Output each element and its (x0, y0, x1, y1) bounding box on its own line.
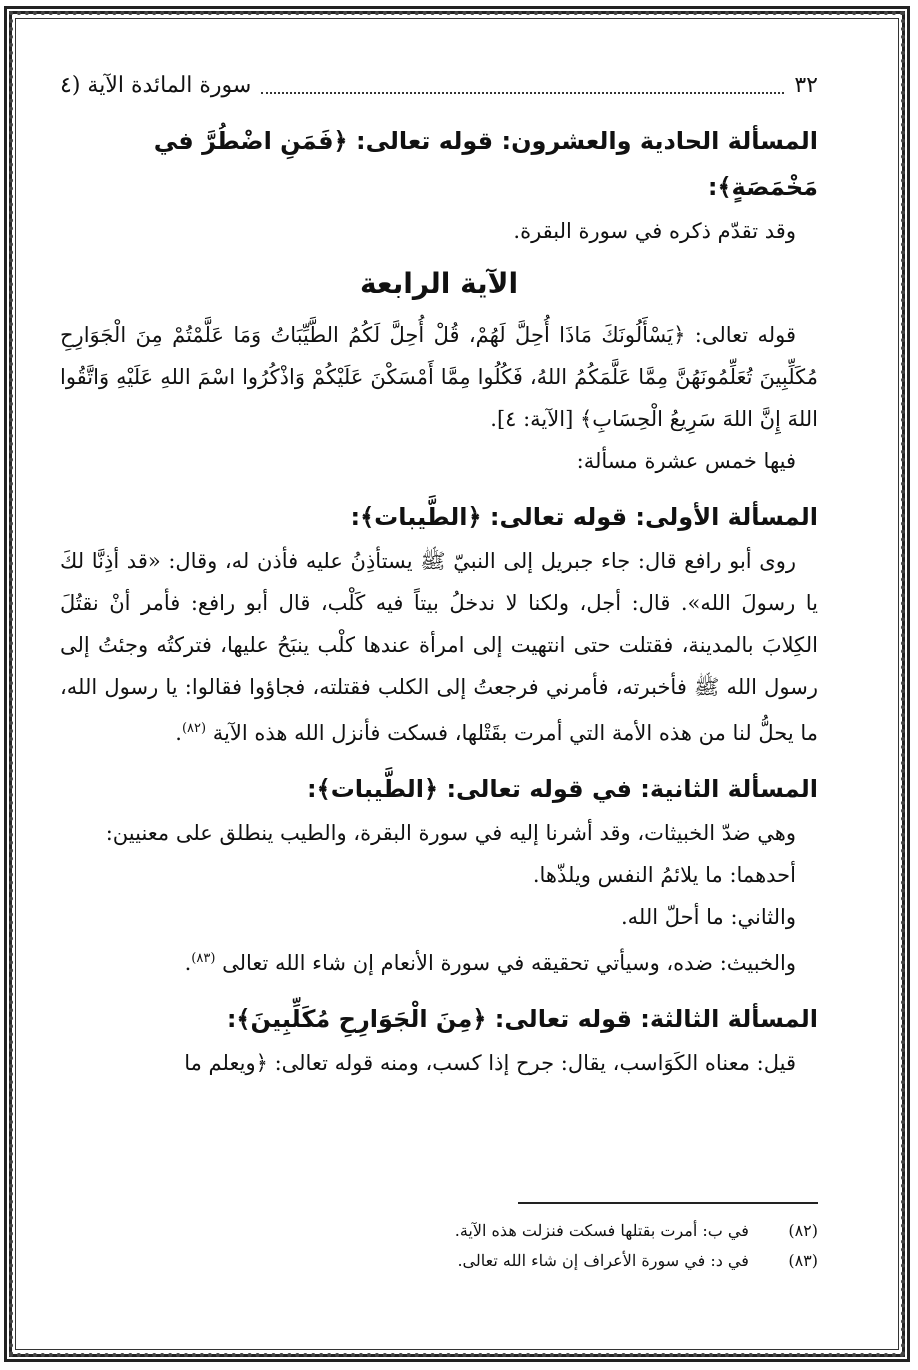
question-2-line-4-body: والخبيث: ضده، وسيأتي تحقيقه في سورة الأنعام إن شاء الله تعالى (222, 951, 796, 975)
question-3-title: المسألة الثالثة: قوله تعالى: ﴿مِنَ الْجَوَارِحِ مُكَلِّبِينَ﴾: (226, 1005, 818, 1033)
question-1-text (60, 540, 818, 754)
footnote-ref-82[interactable]: (٨٢) (181, 721, 207, 736)
question-2-end: . (184, 951, 192, 975)
question-2-line-3: والثاني: ما أحلّ الله. (620, 905, 796, 929)
question-2-line-2: أحدهما: ما يلائمُ النفس ويلذّها. (532, 863, 796, 887)
running-header (60, 66, 818, 106)
question-21-title: المسألة الحادية والعشرون: قوله تعالى: ﴿فَمَنِ اضْطُرَّ في مَخْمَصَةٍ﴾: (153, 127, 818, 201)
question-21-text: وقد تقدّم ذكره في سورة البقرة. (513, 219, 796, 243)
footnote-text: في د: في سورة الأعراف إن شاء الله تعالى. (457, 1251, 749, 1270)
section-title: الآية الرابعة (359, 267, 519, 300)
question-1-body: روى أبو رافع قال: جاء جبريل إلى النبيّ ﷺ يستأذِنُ عليه فأذن له، وقال: «قد أذِنَّا لكَ يا رسولَ الله». قال: أجل، ولكنا لا ندخلُ بيتاً فيه كَلْب، قال أبو رافع: فأمر أنْ نقتُلَ الكِلابَ بالمدينة، فقتلت حتى انتهيت إلى امرأة عندها كلْب ينبَحُ عليها، فتركتُه وجئتُ إلى رسول الله ﷺ فأخبرته، فأمرني فرجعتُ إلى الكلب فقتلته، فجاؤوا فقالوا: يا رسول الله، ما يحلُّ لنا من هذه الأمة التي أمرت بقَتْلها، فسكت فأنزل الله هذه الآية (60, 549, 818, 745)
footnote-ref-83[interactable]: (٨٣) (191, 951, 216, 966)
verse-text: قوله تعالى: ﴿يَسْأَلُونَكَ مَاذَا أُحِلَّ لَهُمْ، قُلْ أُحِلَّ لَكُمُ الطَّيِّبَاتُ وَمَا عَلَّمْتُمْ مِنَ الْجَوَارِحِ مُكَلِّبِينَ تُعَلِّمُونَهُنَّ مِمَّا عَلَّمَكُمُ اللهُ، فَكُلُوا مِمَّا أَمْسَكْنَ عَلَيْكُمْ وَاذْكُرُوا اسْمَ اللهِ عَلَيْهِ وَاتَّقُوا اللهَ إِنَّ اللهَ سَرِيعُ الْحِسَابِ﴾ [الآية: ٤]. (60, 323, 818, 431)
question-2-line-1: وهي ضدّ الخبيثات، وقد أشرنا إليه في سورة البقرة، والطيب ينطلق على معنيين: (105, 821, 796, 845)
question-1-end: . (175, 721, 182, 745)
footnote-number: (٨٢) (788, 1221, 818, 1240)
footnote-number: (٨٣) (788, 1251, 818, 1270)
footnotes (60, 1216, 818, 1276)
page-number: ٣٢ (794, 73, 818, 98)
question-2-line-4 (60, 938, 818, 984)
page-content (60, 66, 818, 1306)
header-leader-dots (261, 78, 784, 94)
footnote-item (60, 1246, 818, 1276)
footnote-item (60, 1216, 818, 1246)
footnote-text: في ب: أمرت بقتلها فسكت فنزلت هذه الآية. (454, 1221, 749, 1240)
question-2-title: المسألة الثانية: في قوله تعالى: ﴿الطَّيبات﴾: (307, 775, 818, 803)
question-count: فيها خمس عشرة مسألة: (576, 449, 796, 473)
question-1-title: المسألة الأولى: قوله تعالى: ﴿الطَّيبات﴾: (350, 503, 818, 531)
footnote-separator (518, 1202, 818, 1204)
question-3-text: قيل: معناه الكَوَاسب، يقال: جرح إذا كسب، ومنه قوله تعالى: ﴿ويعلم ما (184, 1051, 796, 1075)
running-title: سورة المائدة الآية (٤ (60, 73, 252, 98)
